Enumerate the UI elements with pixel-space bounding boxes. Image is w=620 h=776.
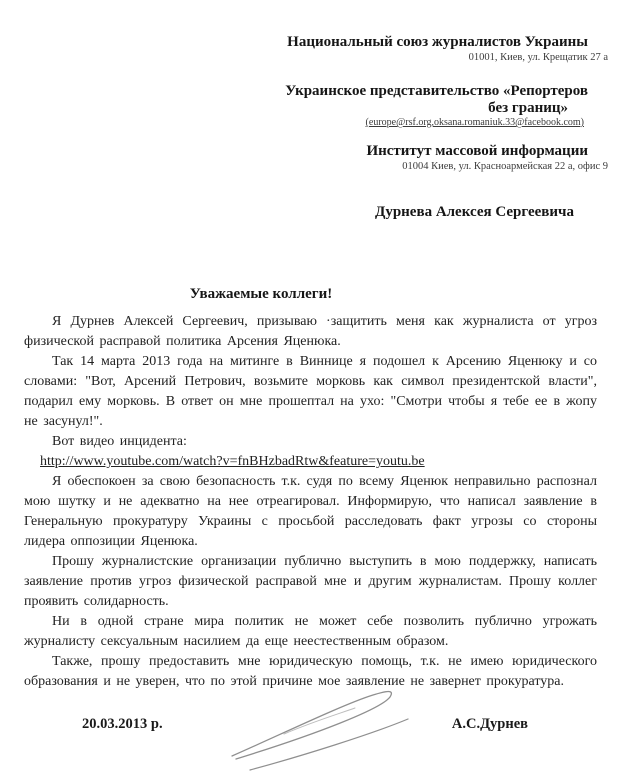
paragraph-concern: Я обеспокоен за свою безопасность т.к. судя по всему Яценюк неправильно распознал мою шутку и не адекватно на нее отреагировал. Информирую, что написал заявление в Генеральную прокуратуру Украины с просьбой расследовать факт угрозы со стороны лидера оппозиции Яценюка. [24,474,597,549]
recipient-mass-media-institute [0,143,610,173]
paragraph-incident: Так 14 марта 2013 года на митинге в Виннице я подошел к Арсению Яценюку и со словами: "Вот, Арсений Петрович, возьмите морковь как символ президентской власти", подарил ему морковь. В ответ он мне прошептал на ухо: "Смотри чтобы я тебе ее в жопу не засунул!". [24,354,597,429]
salutation-row [0,285,522,303]
paragraph-intro: Я Дурнев Алексей Сергеевич, призываю ·защитить меня как журналиста от угроз физической расправой политика Арсения Яценюка. [24,314,597,349]
paragraph-no-country: Ни в одной стране мира политик не может себе позволить публично угрожать журналисту сексуальным насилием да еще неестественным образом. [24,614,597,649]
paragraph-request-support: Прошу журналистские организации публично выступить в мою поддержку, написать заявление против угроз физической расправой мне и другим журналистам. Прошу коллег проявить солидарность. [24,554,597,609]
org-name: Институт массовой информации [366,143,588,159]
signer-name: А.С.Дурнев [451,716,528,732]
org-name-line-2: без границ» [488,100,568,116]
letter-body [24,312,597,692]
org-address: 01004 Киев, ул. Красноармейская 22 а, офис 9 [402,161,608,172]
org-address: 01001, Киев, ул. Крещатик 27 а [468,52,608,63]
letter-footer [0,716,620,736]
video-link[interactable]: http://www.youtube.com/watch?v=fnBHzbadRtw&feature=youtu.be [40,454,425,469]
recipient-reporters-without-borders [0,83,610,129]
letter-date: 20.03.2013 р. [82,716,163,732]
org-email-links[interactable]: (europe@rsf.org,oksana.romaniuk.33@facebook.com) [365,117,584,128]
org-name: Национальный союз журналистов Украины [287,34,588,50]
salutation: Уважаемые коллеги! [189,286,333,302]
video-link-line [24,452,597,472]
org-name-line-1: Украинское представительство «Репортеров [285,83,588,99]
sender-name: Дурнева Алексея Сергеевича [375,204,574,220]
letter-header [0,0,620,221]
paragraph-legal-help: Также, прошу предоставить мне юридическую помощь, т.к. не имею юридического образования и не уверен, что по этой причине мое заявление не завернет прокуратура. [24,654,597,689]
recipient-journalists-union [0,34,610,64]
video-intro-line: Вот видео инцидента: [52,434,187,449]
